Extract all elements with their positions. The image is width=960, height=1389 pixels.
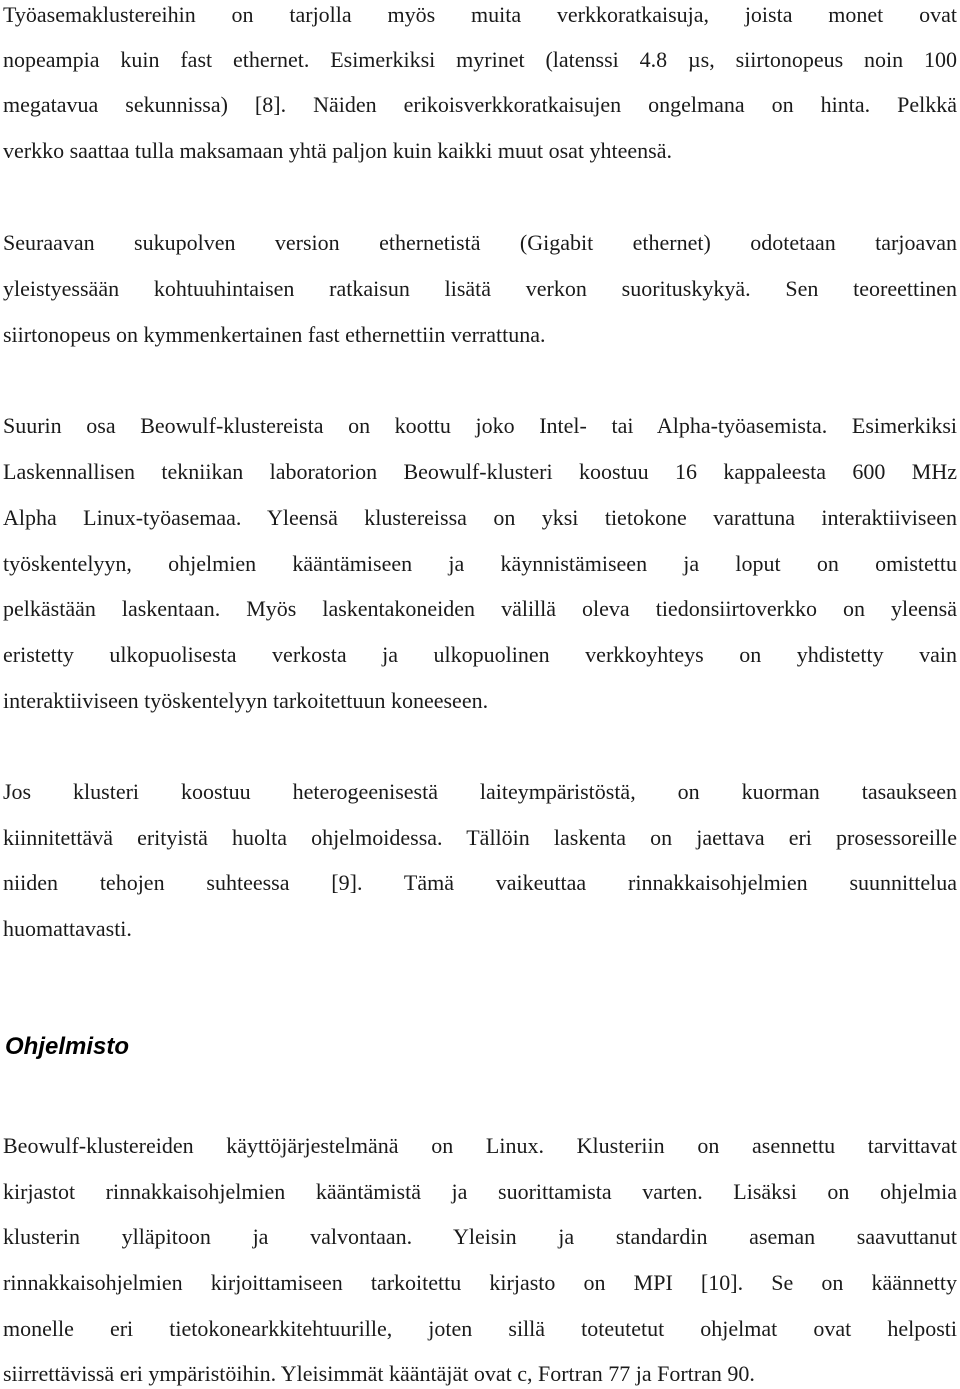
text-line: nopeampia kuin fast ethernet. Esimerkiksi myrinet (latenssi 4.8 µs, siirtonopeus noin 100 [3, 47, 957, 72]
text-line: Työasemaklustereihin on tarjolla myös muita verkkoratkaisuja, joista monet ovat [3, 2, 957, 27]
text-line: kirjastot rinnakkaisohjelmien kääntämistä ja suorittamista varten. Lisäksi on ohjelmia [3, 1179, 957, 1204]
text-line: kiinnitettävä erityistä huolta ohjelmoidessa. Tällöin laskenta on jaettava eri prosessoreille [3, 825, 957, 850]
text-line: huomattavasti. [3, 916, 132, 941]
text-line: pelkästään laskentaan. Myös laskentakoneiden välillä oleva tiedonsiirtoverkko on yleensä [3, 596, 957, 621]
text-line: rinnakkaisohjelmien kirjoittamiseen tarkoitettu kirjasto on MPI [10]. Se on käännetty [3, 1270, 957, 1295]
text-line: Jos klusteri koostuu heterogeenisestä laiteympäristöstä, on kuorman tasaukseen [3, 779, 957, 804]
text-line: työskentelyyn, ohjelmien kääntämiseen ja käynnistämiseen ja loput on omistettu [3, 551, 957, 576]
text-line: niiden tehojen suhteessa [9]. Tämä vaikeuttaa rinnakkaisohjelmien suunnittelua [3, 870, 957, 895]
text-line: megatavua sekunnissa) [8]. Näiden erikoisverkkoratkaisujen ongelmana on hinta. Pelkkä [3, 92, 957, 117]
text-line: Laskennallisen tekniikan laboratorion Beowulf-klusteri koostuu 16 kappaleesta 600 MHz [3, 459, 957, 484]
text-line: interaktiiviseen työskentelyyn tarkoitettuun koneeseen. [3, 688, 489, 713]
text-line: siirtonopeus on kymmenkertainen fast ethernettiin verrattuna. [3, 322, 546, 347]
section-heading: Ohjelmisto [5, 1033, 130, 1060]
text-line: monelle eri tietokonearkkitehtuurille, joten sillä toteutetut ohjelmat ovat helposti [3, 1316, 957, 1341]
text-line: Beowulf-klustereiden käyttöjärjestelmänä on Linux. Klusteriin on asennettu tarvittavat [3, 1133, 957, 1158]
text-line: Alpha Linux-työasemaa. Yleensä klustereissa on yksi tietokone varattuna interaktiiviseen [3, 505, 957, 530]
text-line: Suurin osa Beowulf-klustereista on koottu joko Intel- tai Alpha-työasemista. Esimerkiksi [3, 413, 957, 438]
text-line: verkko saattaa tulla maksamaan yhtä paljon kuin kaikki muut osat yhteensä. [3, 138, 672, 163]
text-line: yleistyessään kohtuuhintaisen ratkaisun lisätä verkon suorituskykyä. Sen teoreettinen [3, 276, 957, 301]
text-line: eristetty ulkopuolisesta verkosta ja ulkopuolinen verkkoyhteys on yhdistetty vain [3, 642, 957, 667]
text-line: Seuraavan sukupolven version ethernetistä (Gigabit ethernet) odotetaan tarjoavan [3, 230, 957, 255]
text-line: klusterin ylläpitoon ja valvontaan. Yleisin ja standardin aseman saavuttanut [3, 1224, 957, 1249]
text-line: siirrettävissä eri ympäristöihin. Yleisimmät kääntäjät ovat c, Fortran 77 ja Fortran 90. [3, 1361, 755, 1386]
